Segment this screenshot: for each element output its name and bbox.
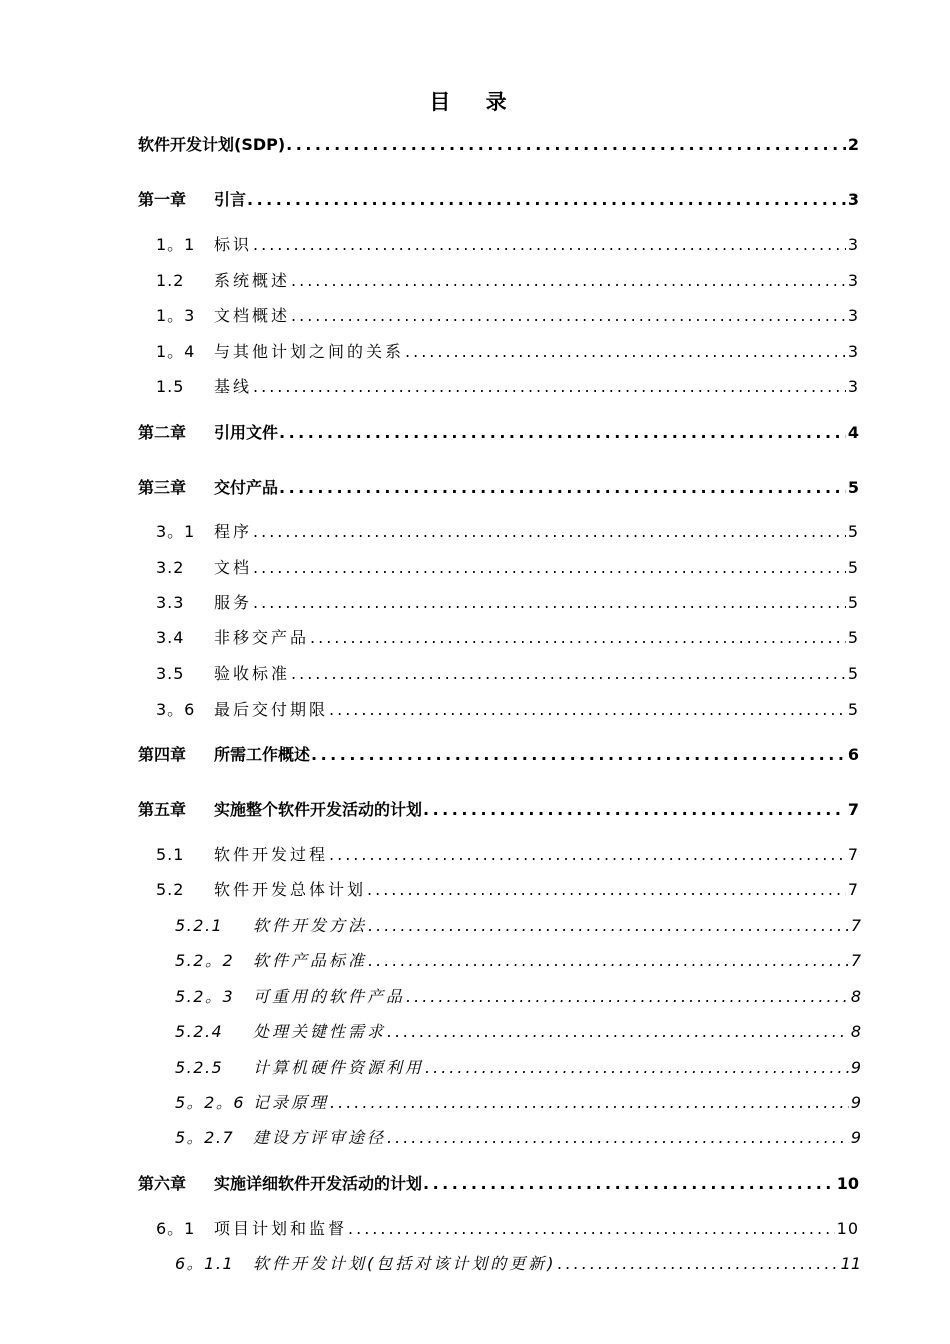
- toc-entry-text: 计算机硬件资源利用: [253, 1058, 425, 1077]
- toc-entry-text: 实施整个软件开发活动的计划: [214, 800, 423, 819]
- toc-chapter-entry[interactable]: [138, 420, 859, 443]
- toc-entry-text: 软件开发方法: [253, 916, 368, 935]
- toc-subsection-entry[interactable]: [175, 1090, 861, 1113]
- toc-dot-leader: [253, 235, 846, 254]
- toc-page-number: 9: [850, 1128, 861, 1147]
- toc-entry-number: 3。6: [156, 700, 196, 719]
- toc-entry-label: [175, 948, 367, 971]
- toc-entry-label: [175, 913, 367, 936]
- toc-entry-number: 3.5: [156, 664, 185, 683]
- toc-entry-label: [138, 797, 422, 820]
- toc-entry-label: [138, 475, 278, 498]
- toc-page-number: 3: [847, 190, 859, 209]
- toc-subsection-entry[interactable]: [175, 1251, 861, 1274]
- toc-chapter-entry[interactable]: [138, 797, 859, 820]
- toc-section-entry[interactable]: [156, 555, 859, 578]
- toc-entry-number: 1。4: [156, 342, 196, 361]
- toc-dot-leader: [311, 745, 846, 764]
- toc-entry-number: 第五章: [138, 800, 187, 819]
- toc-subsection-entry[interactable]: [175, 1019, 861, 1042]
- toc-subsection-entry[interactable]: [175, 948, 861, 971]
- toc-dot-leader: [279, 423, 846, 442]
- toc-entry-label: [156, 1216, 347, 1239]
- toc-entry-number: 第一章: [138, 190, 187, 209]
- toc-entry-number: 第三章: [138, 478, 187, 497]
- toc-entry-label: [156, 555, 252, 578]
- toc-entry-text: 验收标准: [214, 664, 291, 683]
- toc-entry-text: 文档概述: [214, 306, 291, 325]
- toc-dot-leader: [310, 628, 846, 647]
- toc-dot-leader: [253, 377, 846, 396]
- toc-entry-number: 6。1: [156, 1219, 196, 1238]
- toc-chapter-entry[interactable]: [138, 475, 859, 498]
- toc-section-entry[interactable]: [156, 842, 859, 865]
- toc-entry-label: [175, 984, 405, 1007]
- toc-entry-number: 5。2.7: [175, 1128, 235, 1147]
- toc-page-number: 6: [847, 745, 859, 764]
- toc-subsection-entry[interactable]: [175, 1055, 861, 1078]
- toc-entry-label: [156, 590, 252, 613]
- toc-dot-leader: [253, 593, 846, 612]
- toc-page-number: 5: [847, 522, 859, 541]
- toc-dot-leader: [253, 558, 846, 577]
- toc-dot-leader: [425, 1058, 849, 1077]
- toc-section-entry[interactable]: [156, 303, 859, 326]
- toc-entry-text: 可重用的软件产品: [253, 987, 406, 1006]
- toc-dot-leader: [367, 880, 846, 899]
- toc-page-number: 7: [847, 800, 859, 819]
- toc-entry-label: [175, 1055, 424, 1078]
- toc-section-entry[interactable]: [156, 519, 859, 542]
- toc-section-entry[interactable]: [156, 661, 859, 684]
- toc-entry-number: 3.2: [156, 558, 185, 577]
- toc-page-number: 11: [840, 1254, 861, 1273]
- toc-subsection-entry[interactable]: [175, 1125, 861, 1148]
- toc-entry-label: [138, 187, 246, 210]
- toc-entry-text: 交付产品: [214, 478, 279, 497]
- toc-entry-number: 5.1: [156, 845, 185, 864]
- toc-page-number: 2: [847, 135, 859, 154]
- toc-dot-leader: [253, 522, 846, 541]
- toc-entry-label: [138, 742, 310, 765]
- toc-page-number: 3: [847, 306, 859, 325]
- toc-subsection-entry[interactable]: [175, 984, 861, 1007]
- toc-entry-label: [156, 374, 252, 397]
- toc-page-number: 5: [847, 700, 859, 719]
- toc-section-entry[interactable]: [156, 1216, 859, 1239]
- toc-page-number: 10: [836, 1174, 859, 1193]
- toc-chapter-entry[interactable]: [138, 1171, 859, 1194]
- toc-entry-label: [156, 519, 252, 542]
- toc-entry-number: 3。1: [156, 522, 196, 541]
- toc-entry-text: 项目计划和监督: [214, 1219, 348, 1238]
- toc-entry-number: 5.2: [156, 880, 185, 899]
- toc-entry-label: [138, 420, 278, 443]
- toc-dot-leader: [330, 1093, 849, 1112]
- toc-page-number: 3: [847, 342, 859, 361]
- toc-entry-text: 记录原理: [253, 1093, 330, 1112]
- toc-dot-leader: [387, 1022, 849, 1041]
- toc-entry-label: [175, 1125, 386, 1148]
- toc-dot-leader: [286, 135, 846, 154]
- toc-dot-leader: [329, 700, 846, 719]
- toc-entry-text: 最后交付期限: [214, 700, 329, 719]
- toc-dot-leader: [348, 1219, 835, 1238]
- toc-entry-number: 5.2.5: [175, 1058, 224, 1077]
- toc-section-entry[interactable]: [156, 697, 859, 720]
- toc-entry-text: 系统概述: [214, 271, 291, 290]
- toc-entry-text: 软件开发过程: [214, 845, 329, 864]
- toc-entry-text: 软件产品标准: [253, 951, 368, 970]
- toc-section-entry[interactable]: [156, 877, 859, 900]
- toc-entry-text: 程序: [214, 522, 253, 541]
- toc-entry-number: 第二章: [138, 423, 187, 442]
- toc-entry-number: 5.2.1: [175, 916, 224, 935]
- toc-page-number: 3: [847, 235, 859, 254]
- toc-title: 目 录: [429, 90, 521, 114]
- toc-section-entry[interactable]: [156, 339, 859, 362]
- toc-dot-leader: [387, 1128, 849, 1147]
- toc-section-entry[interactable]: [156, 625, 859, 648]
- toc-dot-leader: [423, 1174, 835, 1193]
- toc-dot-leader: [368, 916, 849, 935]
- toc-entry-label: [156, 232, 252, 255]
- toc-entry-number: 5.2。3: [175, 987, 235, 1006]
- toc-dot-leader: [247, 190, 846, 209]
- toc-page-number: 7: [847, 880, 859, 899]
- toc-page-number: 5: [847, 558, 859, 577]
- toc-entry-text: 与其他计划之间的关系: [214, 342, 405, 361]
- toc-entry-text: 所需工作概述: [214, 745, 311, 764]
- toc-page-number: 4: [847, 423, 859, 442]
- toc-entry-label: [175, 1090, 329, 1113]
- toc-entry-text: 软件开发计划(SDP): [138, 135, 286, 154]
- toc-page-number: 3: [847, 271, 859, 290]
- toc-entry-text: 引用文件: [214, 423, 279, 442]
- toc-entry-text: 处理关键性需求: [253, 1022, 387, 1041]
- toc-entry-number: 1.2: [156, 271, 185, 290]
- toc-page-number: 5: [847, 478, 859, 497]
- toc-subsection-entry[interactable]: [175, 913, 861, 936]
- toc-entry-number: 1。1: [156, 235, 196, 254]
- toc-section-entry[interactable]: [156, 268, 859, 291]
- toc-entry-number: 5。2。6: [175, 1093, 246, 1112]
- toc-entry-label: [156, 303, 290, 326]
- toc-page-number: 7: [850, 916, 861, 935]
- toc-section-entry[interactable]: [156, 590, 859, 613]
- toc-entry-label: [175, 1019, 386, 1042]
- toc-entry-text: 服务: [214, 593, 253, 612]
- toc-dot-leader: [291, 271, 846, 290]
- toc-entry-number: 第六章: [138, 1174, 187, 1193]
- toc-dot-leader: [405, 342, 846, 361]
- toc-chapter-entry[interactable]: [138, 132, 859, 155]
- toc-entry-text: 软件开发计划(包括对该计划的更新): [253, 1254, 557, 1273]
- toc-entry-number: 5.2。2: [175, 951, 235, 970]
- toc-page-number: 7: [847, 845, 859, 864]
- toc-dot-leader: [406, 987, 849, 1006]
- toc-entry-text: 实施详细软件开发活动的计划: [214, 1174, 423, 1193]
- toc-entry-text: 基线: [214, 377, 253, 396]
- toc-dot-leader: [291, 306, 846, 325]
- toc-entry-text: 标识: [214, 235, 253, 254]
- toc-entry-number: 3.3: [156, 593, 185, 612]
- toc-chapter-entry[interactable]: [138, 187, 859, 210]
- toc-dot-leader: [329, 845, 846, 864]
- toc-page-number: 9: [850, 1058, 861, 1077]
- toc-section-entry[interactable]: [156, 374, 859, 397]
- toc-entry-text: 文档: [214, 558, 253, 577]
- toc-chapter-entry[interactable]: [138, 742, 859, 765]
- toc-entry-number: 5.2.4: [175, 1022, 224, 1041]
- toc-entry-label: [138, 132, 285, 155]
- toc-page-number: 9: [850, 1093, 861, 1112]
- toc-page-number: 5: [847, 664, 859, 683]
- toc-entry-label: [156, 661, 290, 684]
- toc-dot-leader: [368, 951, 849, 970]
- toc-entry-label: [156, 625, 309, 648]
- toc-entry-number: 3.4: [156, 628, 185, 647]
- toc-page-number: 5: [847, 628, 859, 647]
- toc-dot-leader: [558, 1254, 839, 1273]
- toc-page-number: 10: [836, 1219, 859, 1238]
- toc-entry-label: [156, 339, 404, 362]
- toc-entry-label: [156, 877, 366, 900]
- toc-page-number: 3: [847, 377, 859, 396]
- toc-entry-text: 引言: [214, 190, 247, 209]
- toc-page-number: 8: [850, 987, 861, 1006]
- toc-section-entry[interactable]: [156, 232, 859, 255]
- toc-dot-leader: [291, 664, 846, 683]
- toc-entry-number: 第四章: [138, 745, 187, 764]
- toc-entry-label: [156, 842, 328, 865]
- toc-entry-label: [156, 697, 328, 720]
- toc-page-number: 7: [850, 951, 861, 970]
- toc-dot-leader: [423, 800, 846, 819]
- toc-page-number: 5: [847, 593, 859, 612]
- toc-dot-leader: [279, 478, 846, 497]
- toc-entry-number: 1。3: [156, 306, 196, 325]
- toc-entry-text: 软件开发总体计划: [214, 880, 367, 899]
- toc-entry-label: [175, 1251, 557, 1274]
- toc-entry-text: 建设方评审途径: [253, 1128, 387, 1147]
- toc-entry-text: 非移交产品: [214, 628, 310, 647]
- toc-entry-label: [156, 268, 290, 291]
- toc-entry-number: 6。1.1: [175, 1254, 235, 1273]
- toc-entry-number: 1.5: [156, 377, 185, 396]
- toc-entry-label: [138, 1171, 422, 1194]
- toc-page-number: 8: [850, 1022, 861, 1041]
